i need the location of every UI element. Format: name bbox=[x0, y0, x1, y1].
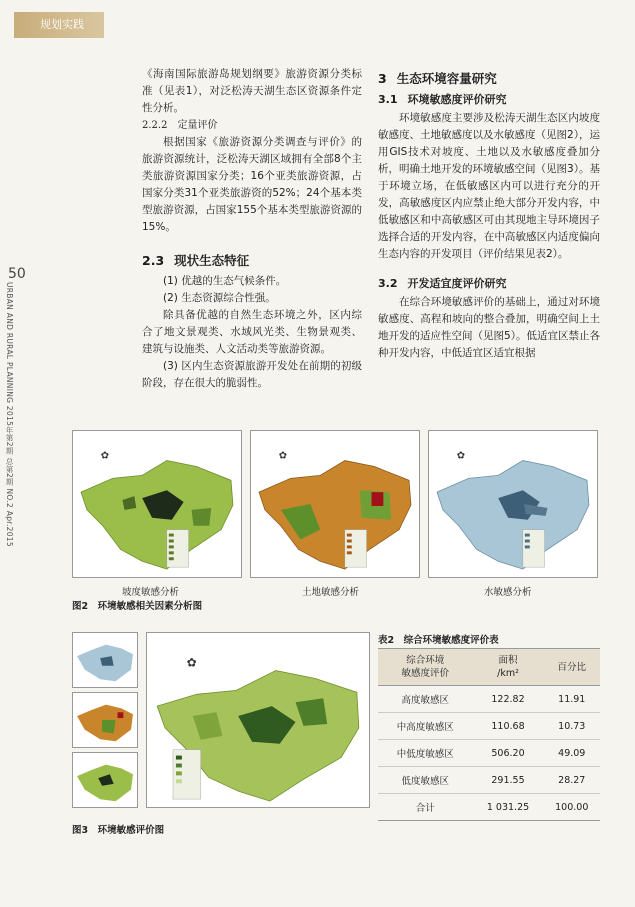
table-cell: 中高度敏感区 bbox=[378, 713, 473, 740]
table-cell: 合计 bbox=[378, 794, 473, 821]
table-row bbox=[378, 713, 600, 740]
table-row bbox=[378, 686, 600, 713]
figure-3-title: 图3 环境敏感评价图 bbox=[72, 825, 165, 836]
table-row bbox=[378, 794, 600, 821]
thumb-land-map bbox=[72, 692, 138, 748]
table-cell: 110.68 bbox=[473, 713, 544, 740]
environment-sensitivity-map bbox=[146, 632, 370, 808]
right-column bbox=[378, 66, 600, 362]
heading-3-2: 3.2 开发适宜度评价研究 bbox=[378, 277, 507, 290]
table-cell: 低度敏感区 bbox=[378, 767, 473, 794]
svg-text:✿: ✿ bbox=[278, 450, 288, 462]
table-cell: 291.55 bbox=[473, 767, 544, 794]
paragraph-2-3: 除具备优越的自然生态环境之外，区内综合了地文景观类、水域风光类、生物景观类、建筑与设施类、人文活动类等旅游资源。 bbox=[142, 309, 362, 355]
thumb-water-map bbox=[72, 632, 138, 688]
paragraph-3-1: 环境敏感度主要涉及松涛天湖生态区内坡度敏感度、土地敏感度以及水敏感度（见图2），运用GIS技术对坡度、土地以及水敏感度叠加分析，明确土地开发的环境敏感空间（见图3）。基于环境立场，在低敏感区内可以进行充分的开发，高敏感度区内应禁止绝大部分开发内容，中低敏感区和中高敏感区可由其现地主导环境因子选择合适的开发内容，在中高敏感区内适度偏向生态内容的开发项目（评价结果见表2）。 bbox=[378, 112, 600, 260]
table-header: 综合环境 敏感度评价 bbox=[378, 649, 473, 686]
table-header: 面积 /km² bbox=[473, 649, 544, 686]
heading-3: 3 生态环境容量研究 bbox=[378, 71, 497, 86]
table-cell: 28.27 bbox=[544, 767, 600, 794]
land-sensitivity-map bbox=[250, 430, 420, 578]
table-cell: 506.20 bbox=[473, 740, 544, 767]
table-cell: 1 031.25 bbox=[473, 794, 544, 821]
table-cell: 中低度敏感区 bbox=[378, 740, 473, 767]
paragraph-3-2: 在综合环境敏感评价的基础上，通过对环境敏感度、高程和坡向的整合叠加，明确空间上土地开发的适应性空间（见图5）。低适宜区禁止各种开发内容，中低适宜区适宜根据 bbox=[378, 296, 600, 359]
table-row bbox=[378, 767, 600, 794]
table-header: 百分比 bbox=[544, 649, 600, 686]
water-sensitivity-map bbox=[428, 430, 598, 578]
table-2-title: 表2 综合环境敏感度评价表 bbox=[378, 635, 499, 646]
table-cell: 11.91 bbox=[544, 686, 600, 713]
svg-text:✿: ✿ bbox=[456, 450, 466, 462]
heading-3-1: 3.1 环境敏感度评价研究 bbox=[378, 93, 507, 106]
left-column bbox=[142, 66, 362, 392]
heading-2-2-2: 2.2.2 定量评价 bbox=[142, 120, 218, 131]
heading-2-3: 2.3 现状生态特征 bbox=[142, 253, 250, 268]
land-map-caption: 土地敏感分析 bbox=[302, 587, 360, 598]
journal-sidebar: URBAN AND RURAL PLANNING 2015年第2期 总第2期 NO.2 Apr.2015 bbox=[5, 282, 14, 547]
paragraph-2-2-2: 根据国家《旅游资源分类调查与评价》的旅游资源统计，泛松涛天湖区域拥有全部8个主类旅游资源国家分类；16个亚类旅游资源，占国家分类31个亚类旅游资的52%；24个基本类型旅游资源，占国家155个基本类型旅游资源的15%。 bbox=[142, 136, 362, 233]
svg-text:✿: ✿ bbox=[100, 450, 110, 462]
intro-paragraph: 《海南国际旅游岛规划纲要》旅游资源分类标准（见表1），对泛松涛天湖生态区资源条件定性分析。 bbox=[142, 68, 362, 114]
list-item-2: (2) 生态资源综合性强。 bbox=[163, 292, 276, 304]
water-map-caption: 水敏感分析 bbox=[484, 587, 532, 598]
table-cell: 高度敏感区 bbox=[378, 686, 473, 713]
list-item-1: (1) 优越的生态气候条件。 bbox=[163, 275, 287, 287]
list-item-3: (3) 区内生态资源旅游开发处在前期的初级阶段，存在很大的脆弱性。 bbox=[142, 360, 362, 389]
thumb-slope-map bbox=[72, 752, 138, 808]
page-number: 50 bbox=[8, 266, 26, 282]
table-cell: 122.82 bbox=[473, 686, 544, 713]
figure-2-title: 图2 环境敏感相关因素分析图 bbox=[72, 601, 203, 612]
slope-sensitivity-map bbox=[72, 430, 242, 578]
section-tag: 规划实践 bbox=[14, 12, 104, 38]
table-cell: 100.00 bbox=[544, 794, 600, 821]
table-row bbox=[378, 740, 600, 767]
svg-text:✿: ✿ bbox=[186, 655, 197, 670]
slope-map-caption: 坡度敏感分析 bbox=[122, 587, 180, 598]
table-cell: 10.73 bbox=[544, 713, 600, 740]
table-cell: 49.09 bbox=[544, 740, 600, 767]
sensitivity-table bbox=[378, 648, 600, 821]
